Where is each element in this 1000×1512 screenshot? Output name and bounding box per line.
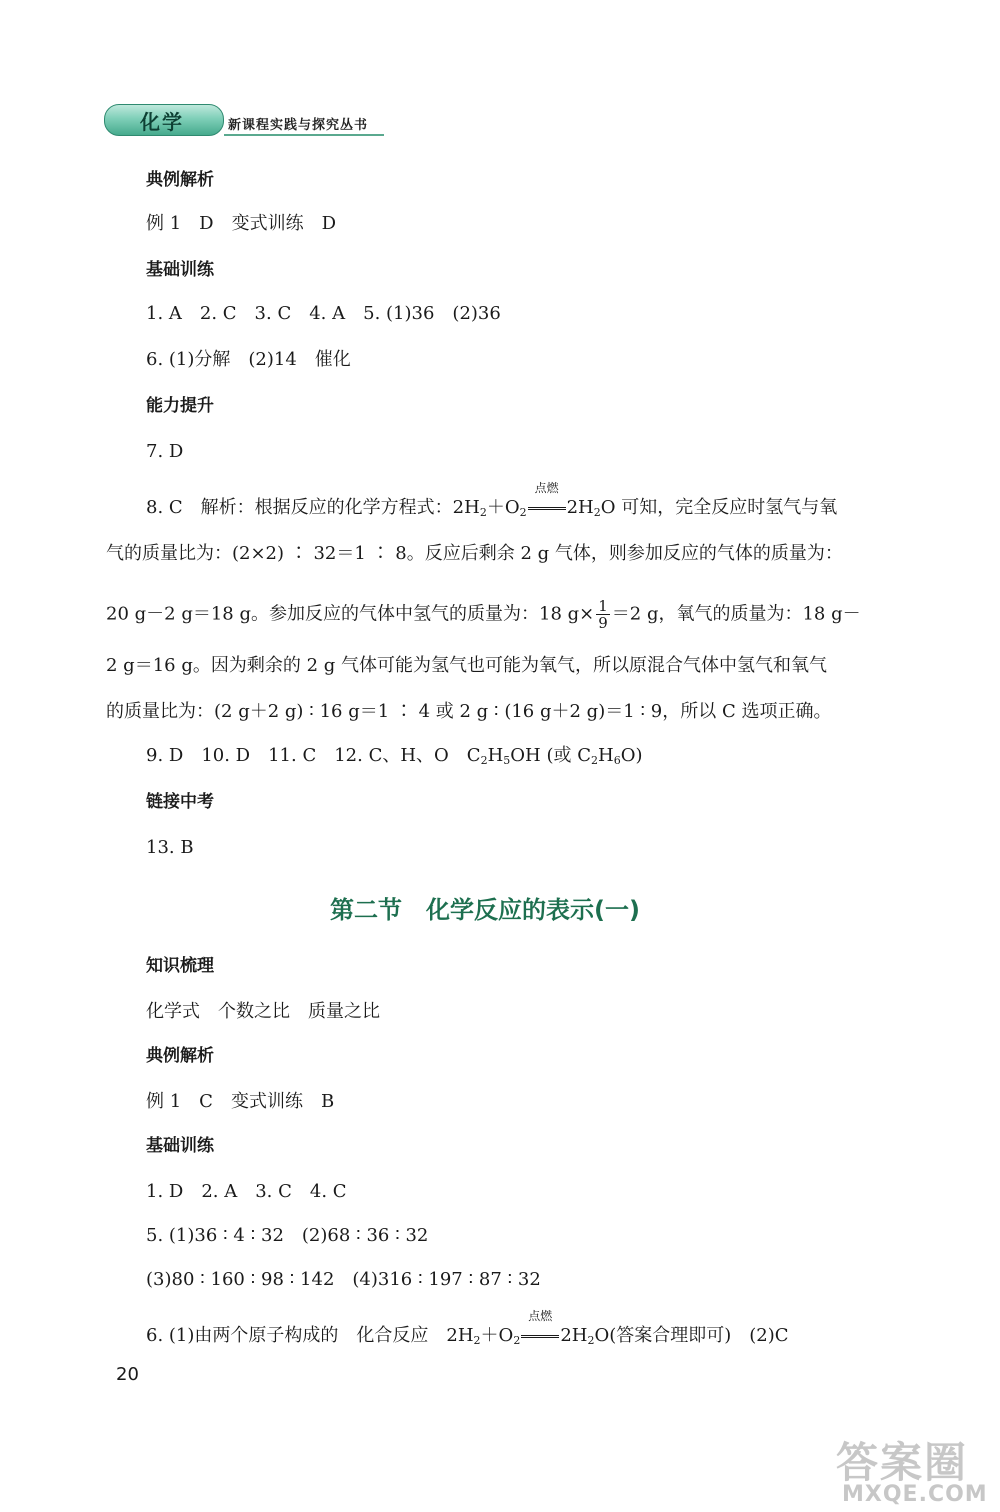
fraction: $\frac{1}{9}$ [598, 597, 608, 632]
section-title: 第二节 化学反应的表示(一) [330, 896, 640, 924]
answer-line: (3)80 ∶ 160 ∶ 98 ∶ 142 (4)316 ∶ 197 ∶ 87 ∶ 32 [146, 1269, 541, 1290]
explanation-line: 气的质量比为：(2×2) ∶ 32＝1 ∶ 8。反应后剩余 2 g 气体，则参加反应的气体的质量为： [106, 543, 843, 564]
answer-line: 1. D 2. A 3. C 4. C [146, 1181, 347, 1202]
explanation-line: 8. C 解析：根据反应的化学方程式：$2H_2+O_2$ 点燃 $2H_2O$ 可知，完全反应时氢气与氧 [146, 481, 838, 519]
section-heading: 知识梳理 [146, 956, 214, 976]
subject-label: 化学 [140, 110, 184, 134]
page-number: 20 [116, 1364, 139, 1385]
section-heading: 典例解析 [146, 170, 214, 190]
answer-line: 例 1 C 变式训练 B [146, 1091, 335, 1112]
watermark [836, 1430, 996, 1510]
reaction-condition: 点燃 [520, 1324, 560, 1348]
section-heading: 典例解析 [146, 1046, 214, 1066]
answer-line: 例 1 D 变式训练 D [146, 213, 337, 234]
answer-line: 6. (1)由两个原子构成的 化合反应 $2H_2+O_2$ 点燃 $2H_2O$(答案合理即可) (2)C [146, 1309, 789, 1347]
answer-line: 1. A 2. C 3. C 4. A 5. (1)36 (2)36 [146, 303, 501, 324]
reaction-condition: 点燃 [527, 496, 567, 520]
series-title: 新课程实践与探究丛书 [228, 118, 369, 133]
answer-line: 5. (1)36 ∶ 4 ∶ 32 (2)68 ∶ 36 ∶ 32 [146, 1225, 429, 1246]
watermark-title: 答案圈 [836, 1438, 969, 1487]
explanation-line: 2 g＝16 g。因为剩余的 2 g 气体可能为氢气也可能为氧气，所以原混合气体中氢气和氧气 [106, 655, 827, 676]
page-header [104, 100, 404, 140]
section-heading: 基础训练 [146, 260, 214, 280]
explanation-line: 20 g－2 g＝18 g。参加反应的气体中氢气的质量为：18 g× $\frac{1}{9}$ ＝2 g，氧气的质量为：18 g－ [106, 597, 861, 632]
answer-line: 化学式 个数之比 质量之比 [146, 1001, 380, 1022]
answer-line: 13. B [146, 837, 194, 858]
answer-line: 6. (1)分解 (2)14 催化 [146, 349, 351, 370]
watermark-url: MXQE.COM [842, 1482, 988, 1507]
section-heading: 链接中考 [146, 792, 214, 812]
answer-line: 7. D [146, 441, 184, 462]
header-rule [224, 134, 384, 136]
explanation-line: 的质量比为：(2 g＋2 g) ∶ 16 g＝1 ∶ 4 或 2 g ∶ (16 g＋2 g)＝1 ∶ 9，所以 C 选项正确。 [106, 701, 832, 722]
answer-line: 9. D 10. D 11. C 12. C、H、O $C_2H_5OH$ (或 $C_2H_6O$) [146, 745, 643, 767]
section-heading: 能力提升 [146, 396, 214, 416]
section-heading: 基础训练 [146, 1136, 214, 1156]
